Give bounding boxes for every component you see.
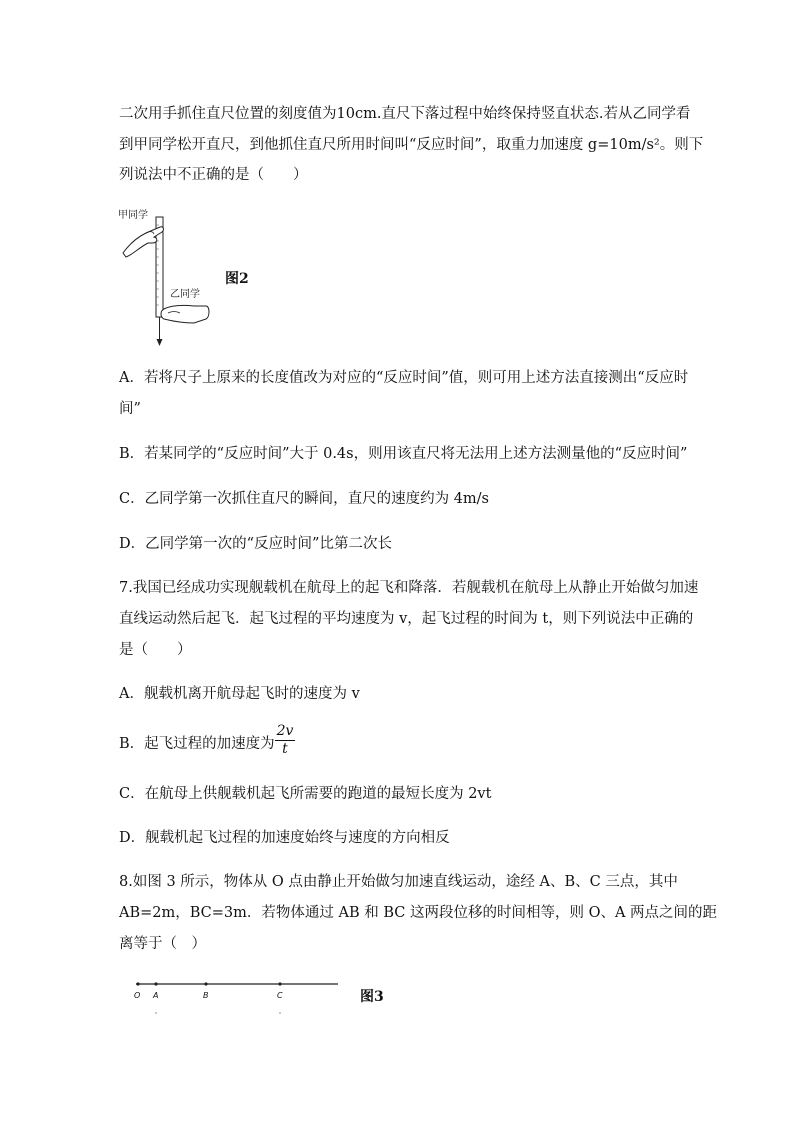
q7-option-c: C．在航母上供舰载机起飞所需要的跑道的最短长度为 2vt [119, 786, 492, 802]
point-c-dot [278, 982, 281, 985]
q7-stem-line-1: 7.我国已经成功实现舰载机在航母上的起飞和降落．若舰载机在航母上从静止开始做匀加速 [119, 580, 699, 596]
ruler-drop-illustration [118, 205, 228, 350]
q6-option-c: C．乙同学第一次抓住直尺的瞬间，直尺的速度约为 4m/s [119, 491, 490, 507]
hand-yi [161, 305, 209, 323]
point-b-dot [204, 982, 207, 985]
fraction-numerator: 2v [276, 723, 294, 739]
q7-option-d: D．舰载机起飞过程的加速度始终与速度的方向相反 [119, 830, 450, 846]
label-yi: 乙同学 [170, 289, 200, 300]
point-c-label: C [277, 991, 283, 1000]
points-line-illustration [128, 978, 348, 1018]
intro-line-1: 二次用手抓住直尺位置的刻度值为10cm.直尺下落过程中始终保持竖直状态.若从乙同学看 [119, 106, 691, 122]
q7-option-b-fraction [273, 723, 297, 758]
figure-2 [118, 205, 228, 350]
label-jia: 甲同学 [118, 210, 148, 221]
intro-line-2: 到甲同学松开直尺，到他抓住直尺所用时间叫“反应时间”，取重力加速度 g=10m/s²。则下 [119, 137, 704, 153]
q6-option-a-line-1: A．若将尺子上原来的长度值改为对应的“反应时间”值，则可用上述方法直接测出“反应时 [119, 370, 689, 386]
figure-3-caption: 图3 [360, 989, 384, 1005]
q7-stem-line-3: 是（ ） [119, 642, 192, 658]
point-o-label: O [134, 991, 141, 1000]
point-o-dot [136, 982, 139, 985]
q7-option-b: B．起飞过程的加速度为 [119, 736, 275, 752]
q8-stem-line-1: 8.如图 3 所示，物体从 O 点由静止开始做匀加速直线运动，途经 A、B、C 三点，其中 [119, 874, 678, 890]
figure-2-caption: 图2 [225, 271, 249, 287]
q8-stem-line-2: AB=2m，BC=3m．若物体通过 AB 和 BC 这两段位移的时间相等，则 O、A 两点之间的距 [119, 905, 718, 921]
q6-option-d: D．乙同学第一次的“反应时间”比第二次长 [119, 536, 392, 552]
q6-option-b: B．若某同学的“反应时间”大于 0.4s，则用该直尺将无法用上述方法测量他的“反应时间” [119, 446, 688, 462]
fraction-denominator: t [282, 741, 288, 757]
q8-stem-line-3: 离等于（ ） [119, 936, 206, 952]
point-a-dot [154, 982, 157, 985]
figure-3 [128, 978, 348, 1018]
fall-arrow-head [157, 339, 163, 346]
point-a-label: A [153, 991, 159, 1000]
intro-line-3: 列说法中不正确的是（ ） [119, 167, 308, 183]
q7-option-a: A．舰载机离开航母起飞时的速度为 v [119, 686, 360, 702]
q7-stem-line-2: 直线运动然后起飞．起飞过程的平均速度为 v，起飞过程的时间为 t，则下列说法中正确的 [119, 611, 694, 627]
point-b-label: B [203, 991, 209, 1000]
q6-option-a-line-2: 间” [119, 401, 141, 417]
